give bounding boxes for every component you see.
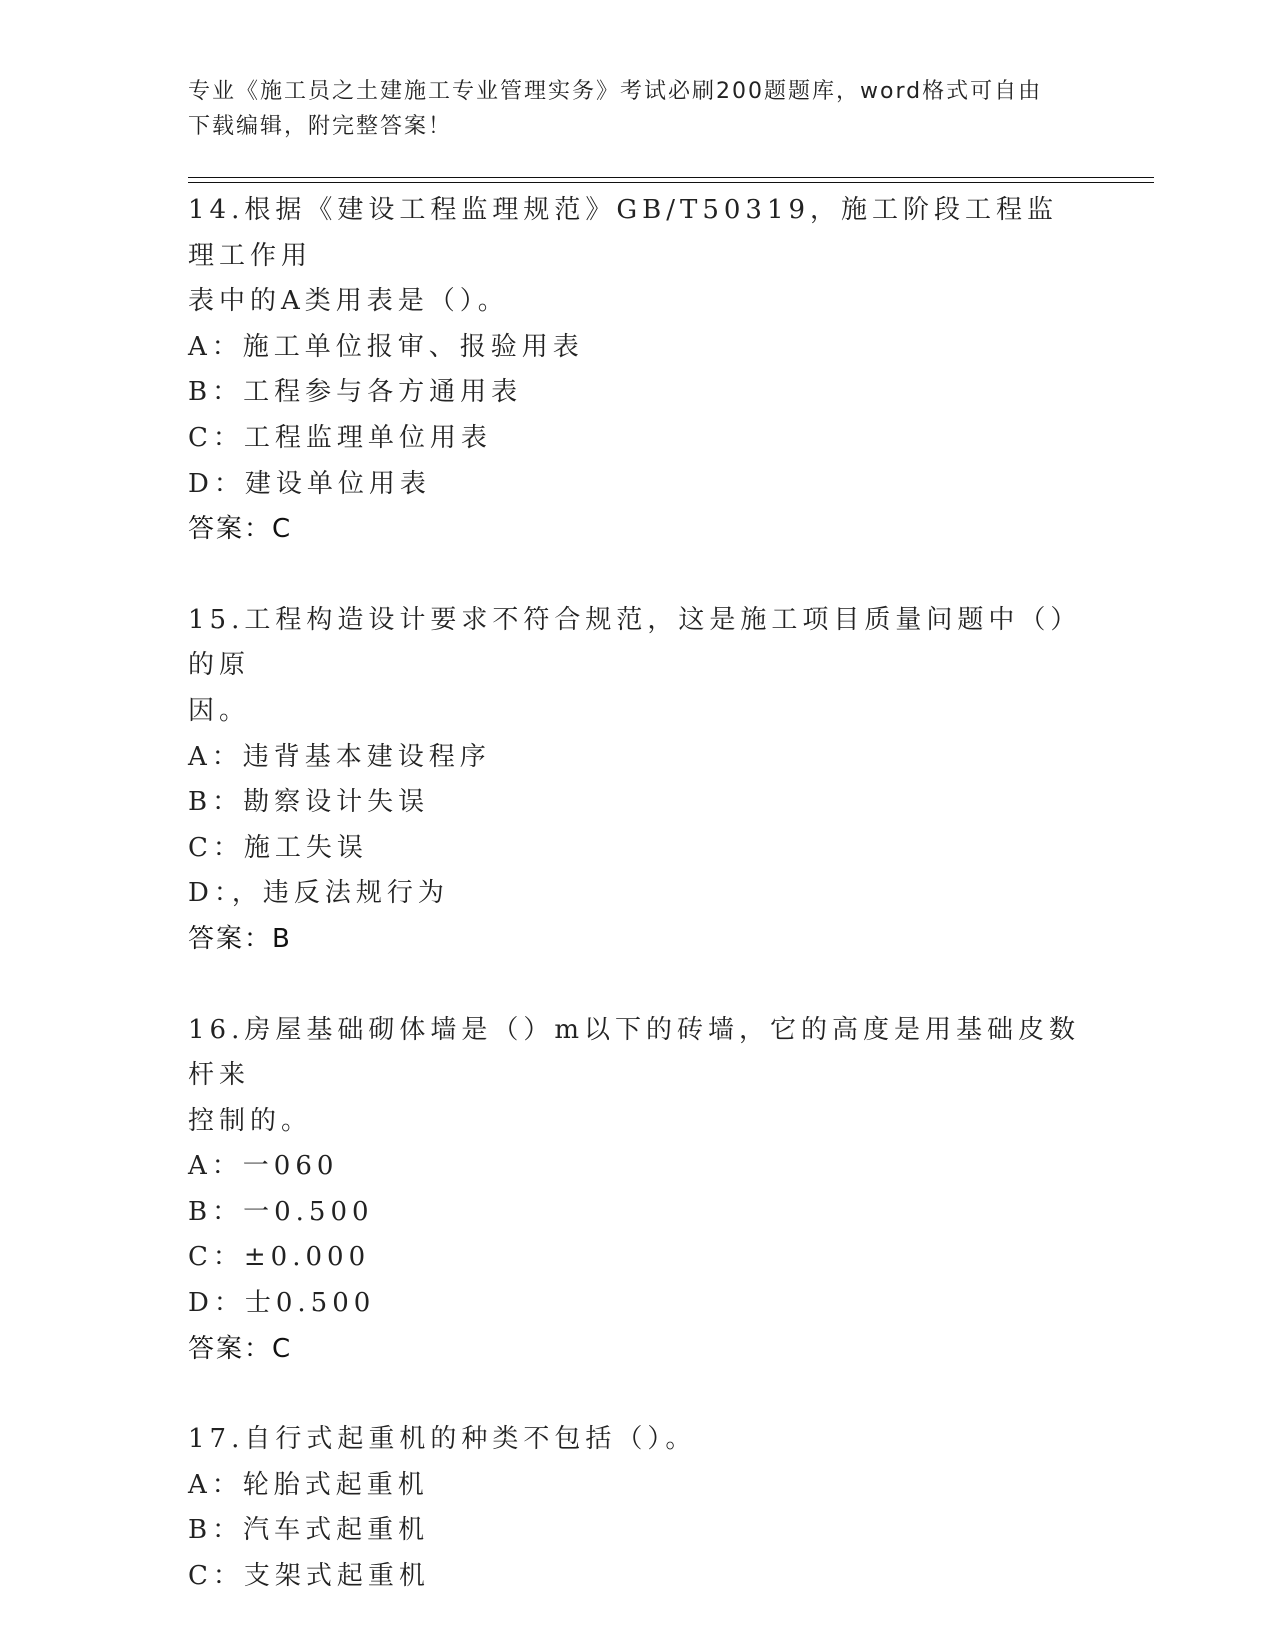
answer-label: 答案：B (188, 923, 292, 954)
question-16 (188, 1008, 1088, 1373)
answer-label: 答案：C (188, 514, 293, 545)
option-a: A：违背基本建设程序 (188, 741, 491, 772)
option-d: D：士0.500 (188, 1288, 376, 1319)
question-stem (188, 1417, 1088, 1463)
option-b: B：一0.500 (188, 1196, 374, 1227)
option-a: A：施工单位报审、报验用表 (188, 331, 584, 362)
option-b: B：汽车式起重机 (188, 1515, 430, 1546)
option-c: C：±0.000 (188, 1242, 371, 1273)
answer-label: 答案：C (188, 1333, 293, 1364)
header-divider-top (188, 177, 1154, 178)
option-b: B：工程参与各方通用表 (188, 377, 523, 408)
stem-line: 16.房屋基础砌体墙是（）m以下的砖墙，它的高度是用基础皮数杆来 (188, 1014, 1081, 1091)
header-line-1: 专业《施工员之土建施工专业管理实务》考试必刷200题题库，word格式可自由 (188, 79, 1043, 104)
question-list (188, 188, 1088, 1645)
stem-line: 表中的A类用表是（）。 (188, 286, 509, 317)
question-stem (188, 598, 1088, 735)
option-d: D：，违反法规行为 (188, 878, 449, 909)
stem-line: 17.自行式起重机的种类不包括（）。 (188, 1424, 697, 1455)
question-14 (188, 188, 1088, 553)
header-divider-bottom (188, 182, 1154, 183)
question-stem (188, 188, 1088, 325)
stem-line: 14.根据《建设工程监理规范》GB/T50319，施工阶段工程监理工作用 (188, 195, 1059, 271)
stem-line: 控制的。 (188, 1105, 313, 1136)
document-header (188, 74, 1088, 144)
stem-line: 15.工程构造设计要求不符合规范，这是施工项目质量问题中（）的原 (188, 604, 1082, 681)
option-d: D：建设单位用表 (188, 468, 431, 499)
option-b: B：勘察设计失误 (188, 787, 430, 818)
option-c: C：支架式起重机 (188, 1561, 430, 1592)
question-17 (188, 1417, 1088, 1599)
header-line-2: 下载编辑，附完整答案！ (188, 114, 453, 139)
option-a: A：一060 (188, 1151, 339, 1182)
option-a: A：轮胎式起重机 (188, 1469, 429, 1500)
question-15 (188, 598, 1088, 963)
option-c: C：施工失误 (188, 832, 368, 863)
option-c: C：工程监理单位用表 (188, 422, 492, 453)
question-stem (188, 1008, 1088, 1145)
stem-line: 因。 (188, 695, 251, 726)
